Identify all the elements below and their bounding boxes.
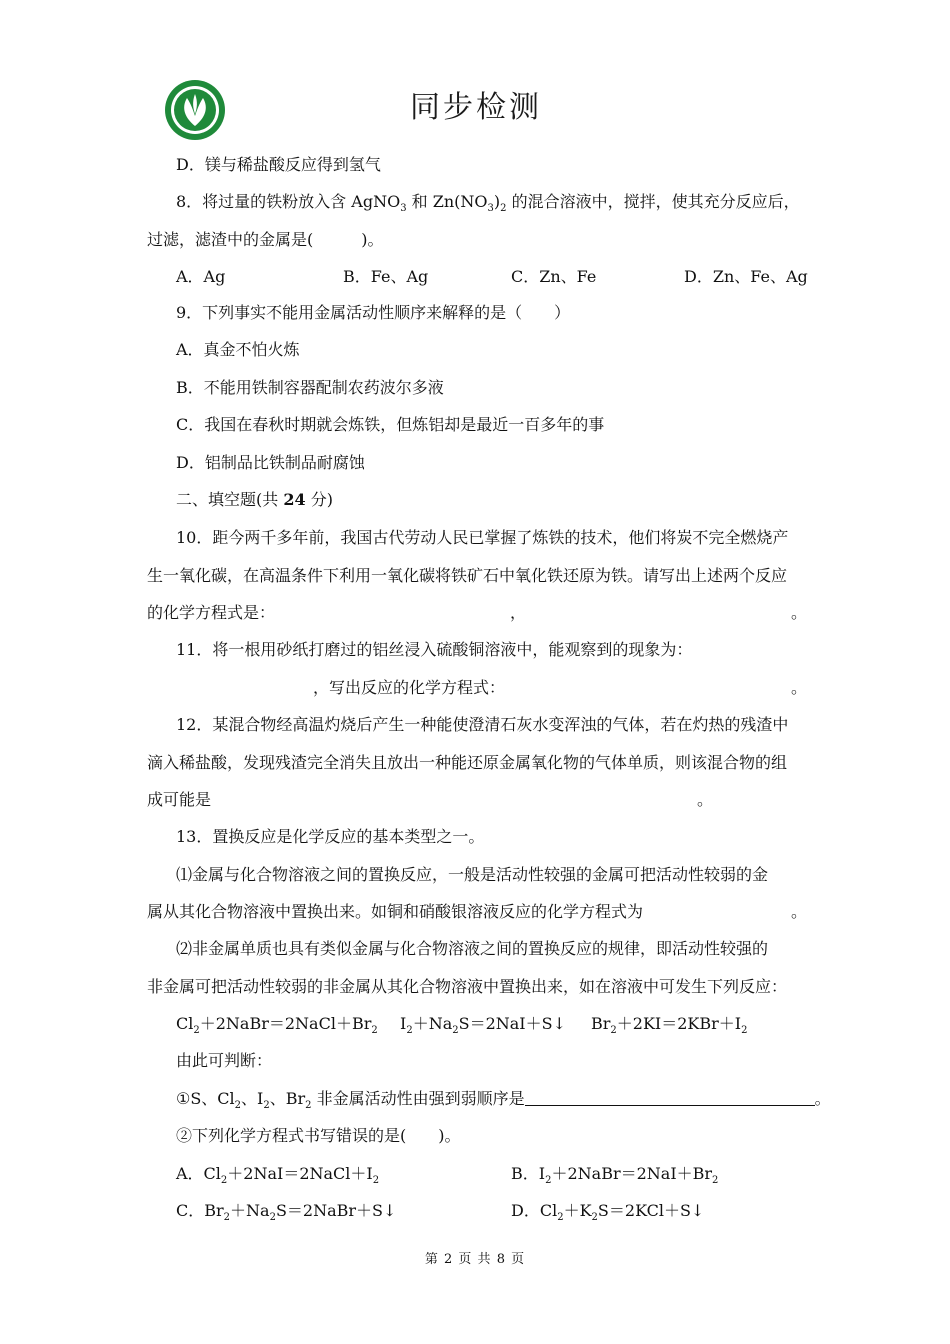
- q13-judge: 由此可判断：: [176, 1051, 273, 1070]
- q12-line2: 滴入稀盐酸，发现残渣完全消失且放出一种能还原金属氧化物的气体单质，则该混合物的组: [147, 753, 788, 772]
- q13-option-b: B．$I_2+2NaBr=2NaI+Br_2$: [511, 1164, 719, 1186]
- page-footer: 第 2 页 共 8 页: [424, 1252, 526, 1267]
- q12-line3: 成可能是 。: [147, 790, 714, 809]
- q13-p1-line1: ⑴金属与化合物溶液之间的置换反应，一般是活动性较强的金属可把活动性较弱的金: [176, 865, 769, 884]
- q10-line1: 10．距今两千多年前，我国古代劳动人民已掌握了炼铁的技术，他们将炭不完全燃烧产: [176, 528, 789, 547]
- q7-option-d: D．镁与稀盐酸反应得到氢气: [176, 155, 381, 174]
- q8-stem-line2: 过滤，滤渣中的金属是( )。: [147, 230, 384, 249]
- header-title: 同步检测: [410, 90, 542, 125]
- q8-option-c: C．Zn、Fe: [511, 267, 597, 286]
- q11-line1: 11．将一根用砂纸打磨过的铝丝浸入硫酸铜溶液中，能观察到的现象为：: [176, 640, 693, 659]
- q12-line1: 12．某混合物经高温灼烧后产生一种能使澄清石灰水变浑浊的气体，若在灼热的残渣中: [176, 715, 789, 734]
- q13-s2: ②下列化学方程式书写错误的是( )。: [176, 1126, 461, 1145]
- q13-p2-line2: 非金属可把活动性较弱的非金属从其化合物溶液中置换出来，如在溶液中可发生下列反应：: [147, 977, 788, 996]
- q9-option-b: B．不能用铁制容器配制农药波尔多液: [176, 378, 444, 397]
- q13-stem: 13．置换反应是化学反应的基本类型之一。: [176, 827, 485, 846]
- q8-option-a: A．Ag: [176, 267, 226, 286]
- q9-option-a: A．真金不怕火炼: [176, 340, 300, 359]
- q13-p2-line1: ⑵非金属单质也具有类似金属与化合物溶液之间的置换反应的规律，即活动性较强的: [176, 939, 769, 958]
- q13-option-a: A．$Cl_2+2NaI=2NaCl+I_2$: [176, 1164, 380, 1186]
- equation-3: $Br_2+2KI=2KBr+I_2$: [591, 1014, 748, 1036]
- logo-icon: [163, 78, 227, 142]
- q13-s1: ①S、$Cl_2$、$I_2$、$Br_2$ 非金属活动性由强到弱顺序是 。: [176, 1089, 831, 1111]
- answer-blank[interactable]: [525, 1091, 815, 1106]
- q8-option-b: B．Fe、Ag: [343, 267, 429, 286]
- q8-stem-line1: 8．将过量的铁粉放入含 AgNO$_3$ 和 $Zn(NO_3)_2$ 的混合溶液中，搅拌，使其充分反应后，: [176, 192, 800, 214]
- q13-option-d: D．$Cl_2+K_2S=2KCl+S↓$: [511, 1201, 705, 1223]
- q9-stem: 9．下列事实不能用金属活动性顺序来解释的是（ ）: [176, 303, 571, 322]
- section-title: 二、填空题(共 24 分): [176, 490, 333, 509]
- equation-2: $I_2+Na_2S=2NaI+S↓$: [400, 1014, 566, 1036]
- q10-line2: 生一氧化碳，在高温条件下利用一氧化碳将铁矿石中氧化铁还原为铁。请写出上述两个反应: [147, 566, 788, 585]
- q13-p1-line2: 属从其化合物溶液中置换出来。如铜和硝酸银溶液反应的化学方程式为 。: [147, 902, 807, 921]
- q9-option-c: C．我国在春秋时期就会炼铁，但炼铝却是最近一百多年的事: [176, 415, 605, 434]
- q10-line3: 的化学方程式是： ， 。: [147, 603, 807, 622]
- q9-option-d: D．铝制品比铁制品耐腐蚀: [176, 453, 365, 472]
- q13-option-c: C．$Br_2+Na_2S=2NaBr+S↓$: [176, 1201, 397, 1223]
- equation-1: $Cl_2+2NaBr=2NaCl+Br_2$: [176, 1014, 378, 1036]
- q8-option-d: D．Zn、Fe、Ag: [684, 267, 808, 286]
- page-header: [0, 0, 950, 150]
